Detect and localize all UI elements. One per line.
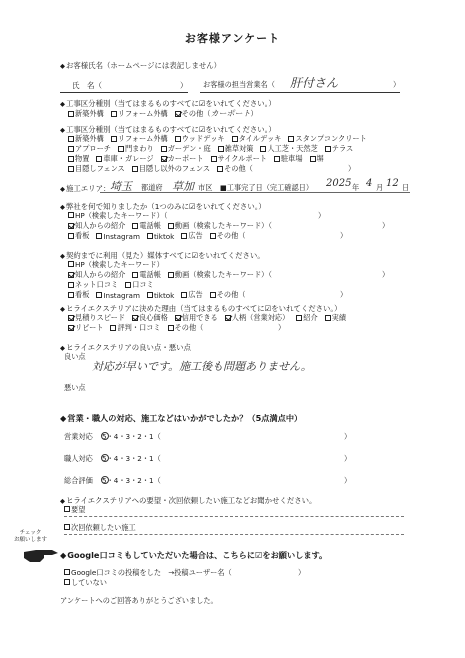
google-posted-option[interactable]: Google口コミの投稿をした →投稿ユーザー名（ <box>64 568 232 578</box>
request-option[interactable]: 要望 <box>64 505 85 515</box>
q3-label: ◆ 弊社を何で知りましたか（1つのみに☑をいれてください。） <box>60 201 266 212</box>
rating-craft-label: 職人対応 <box>64 454 93 463</box>
checkbox[interactable] <box>132 223 138 229</box>
q4-option-referral[interactable]: 知人からの紹介 <box>68 270 125 280</box>
q2-label: ◆ 工事区分種別（当てはまるものすべてに☑をいれてください。） <box>60 124 276 135</box>
q3-line-3 <box>68 231 245 241</box>
checkbox[interactable] <box>68 261 74 267</box>
staff-label: お客様の担当営業名（ <box>203 80 275 89</box>
q7-label: ◆ 営業・職人の対応、施工などはいかがでしたか？（5点満点中） <box>60 413 302 424</box>
q1-other-value: カーポート <box>210 109 251 118</box>
completion-day-suffix: 日 <box>402 183 410 192</box>
completion-day: 12 <box>386 178 399 189</box>
q1-label: ◆ 工事区分種別（当てはまるものすべてに☑をいれてください。） <box>60 98 276 109</box>
checkbox[interactable] <box>210 292 216 298</box>
checkbox[interactable] <box>181 292 187 298</box>
q1-options <box>68 108 258 119</box>
customer-name-label: ◆ お客様氏名（ホームページには表記しません） <box>60 60 221 71</box>
q5-row-1 <box>68 313 346 323</box>
q3-option[interactable]: 看板 <box>68 231 89 241</box>
name-field-label: 氏 名（ <box>72 81 102 90</box>
q3-option-referral[interactable]: 知人からの紹介 <box>68 221 125 231</box>
staff-underline <box>200 92 400 93</box>
area-city-value: 草加 <box>172 180 194 193</box>
q5-option[interactable]: その他（ <box>168 323 204 333</box>
next-work-option[interactable]: 次回依頼したい施工 <box>64 523 136 533</box>
rating-sales-label: 営業対応 <box>64 432 93 441</box>
checkbox[interactable] <box>296 315 302 321</box>
q3-option[interactable]: tiktok <box>147 231 174 241</box>
q4-option[interactable]: 口コミ <box>125 280 154 290</box>
google-not-posted-option[interactable]: していない <box>64 578 107 588</box>
bad-point-label: 悪い点 <box>64 383 86 392</box>
q5-row-2-close: ） <box>278 323 286 332</box>
q2-option[interactable]: 目隠しフェンス <box>68 164 125 174</box>
q4-option[interactable]: tiktok <box>147 290 174 300</box>
completion-year-suffix: 年 <box>352 183 360 192</box>
q2-option[interactable]: ウッドデッキ <box>175 134 225 144</box>
q2-option[interactable]: 目隠し以外のフェンス <box>132 164 210 174</box>
q5-option-repeat[interactable]: リピート <box>68 323 103 333</box>
q1-option-reform[interactable]: リフォーム外構 <box>111 108 168 119</box>
area-pref-value: 埼玉 <box>110 180 132 193</box>
q4-line-4 <box>68 290 245 300</box>
checkbox[interactable] <box>217 166 223 172</box>
rating-selected-circle <box>101 454 109 462</box>
checkbox[interactable] <box>175 136 181 142</box>
rating-craft-close: ） <box>344 454 352 463</box>
checkbox[interactable] <box>168 325 174 331</box>
q5-option-personality[interactable]: 人柄（営業対応） <box>225 313 290 323</box>
q5-option[interactable]: 実績 <box>325 313 346 323</box>
checkbox[interactable] <box>68 156 74 162</box>
q4-option[interactable]: Instagram <box>96 290 140 300</box>
q2-option[interactable]: 駐車場 <box>274 154 303 164</box>
google-posted-close: ） <box>298 568 306 577</box>
checkbox[interactable] <box>161 146 167 152</box>
q4-line-2 <box>68 270 272 280</box>
area-label: ◆ 施工エリア： <box>60 183 110 194</box>
rating-selected-circle <box>101 476 109 484</box>
name-underline <box>60 92 188 93</box>
q5-option-speed[interactable]: 見積りスピード <box>68 313 125 323</box>
checkbox[interactable] <box>132 166 138 172</box>
q2-option[interactable]: テラス <box>325 144 353 154</box>
checkbox[interactable] <box>68 146 74 152</box>
q2-row-4 <box>68 164 253 174</box>
q2-option-carport[interactable]: カーポート <box>161 154 204 164</box>
q4-line-2-close: ） <box>382 270 390 279</box>
area-pref-suffix: 都道府 <box>141 183 163 192</box>
checkbox[interactable] <box>325 315 331 321</box>
q1-option-new[interactable]: 新築外構 <box>68 108 104 119</box>
checkbox[interactable] <box>147 292 153 298</box>
checkbox[interactable] <box>111 136 117 142</box>
staff-close: ） <box>393 80 401 89</box>
q4-line-3 <box>68 280 154 290</box>
checkbox-checked[interactable] <box>132 315 138 321</box>
rating-craft-scale[interactable]: 5・4・3・2・1（ <box>102 454 161 463</box>
q5-option[interactable]: 評判・口コミ <box>110 323 160 333</box>
checkbox[interactable] <box>64 579 70 585</box>
q2-row-1 <box>68 134 367 144</box>
thank-you-footer: アンケートへのご回答ありがとうございました。 <box>60 596 218 605</box>
q2-option[interactable]: タイルデッキ <box>232 134 282 144</box>
checkbox-checked[interactable] <box>68 315 74 321</box>
checkbox[interactable] <box>325 146 331 152</box>
q1-option-other[interactable]: その他（ カーポート ） <box>175 108 258 119</box>
checkbox-checked[interactable] <box>68 272 74 278</box>
q3-line-3-close: ） <box>340 231 348 240</box>
q3-option[interactable]: 電話帳 <box>132 221 161 231</box>
q4-label: ◆ 契約までに利用（見た）媒体すべてに☑をいれてください。 <box>60 250 265 261</box>
q4-option[interactable]: 動画（検索したキーワード）（ <box>168 270 272 280</box>
area-city-suffix: 市区 <box>198 183 213 192</box>
checkbox-checked[interactable] <box>161 156 167 162</box>
q6-label: ◆ ヒライエクステリアの良い点・悪い点 <box>60 342 191 353</box>
checkbox-checked[interactable] <box>225 315 231 321</box>
good-point-value: 対応が早いです。施工後も問題ありません。 <box>92 360 312 373</box>
checkbox[interactable] <box>111 111 117 117</box>
q8-label: ◆ ヒライエクステリアへの要望・次回依頼したい施工などお聞かせください。 <box>60 495 316 506</box>
q2-other-close: ） <box>348 164 356 173</box>
q2-option[interactable]: 雑草対策 <box>218 144 254 154</box>
checkbox[interactable] <box>68 136 74 142</box>
checkbox[interactable] <box>132 272 138 278</box>
q3-option[interactable]: 広告 <box>181 231 202 241</box>
checkbox[interactable] <box>64 524 70 530</box>
q2-option[interactable]: 人工芝・天然芝 <box>260 144 317 154</box>
survey-title: お客様アンケート <box>184 32 281 45</box>
checkbox-checked[interactable] <box>175 315 181 321</box>
checkbox[interactable] <box>147 233 153 239</box>
checkbox[interactable] <box>218 146 224 152</box>
checkbox[interactable] <box>168 272 174 278</box>
q2-option[interactable]: リフォーム外構 <box>111 134 168 144</box>
q4-option[interactable]: ネット口コミ <box>68 280 118 290</box>
completion-month-suffix: 月 <box>376 183 384 192</box>
checkbox-checked[interactable] <box>68 223 74 229</box>
q2-option[interactable]: ガーデン・庭 <box>161 144 211 154</box>
q2-option[interactable]: 塀 <box>310 154 324 164</box>
checkbox[interactable] <box>68 166 74 172</box>
checkbox[interactable] <box>118 146 124 152</box>
checkbox[interactable] <box>96 233 102 239</box>
checkbox[interactable] <box>68 111 74 117</box>
q3-line-2 <box>68 221 272 231</box>
checkbox[interactable] <box>211 156 217 162</box>
checkbox[interactable] <box>68 292 74 298</box>
name-field-close: ） <box>180 81 188 90</box>
q4-option[interactable]: 広告 <box>181 290 202 300</box>
rating-selected-circle <box>101 432 109 440</box>
checkbox[interactable] <box>274 156 280 162</box>
q4-option[interactable]: その他（ <box>210 290 246 300</box>
rating-overall-close: ） <box>344 476 352 485</box>
rating-sales-scale[interactable]: 5・4・3・2・1（ <box>102 432 161 441</box>
q4-option[interactable]: 看板 <box>68 290 89 300</box>
q5-row-2 <box>68 323 203 333</box>
q3-option[interactable]: Instagram <box>96 231 140 241</box>
checkbox[interactable] <box>96 156 102 162</box>
q5-label: ◆ ヒライエクステリアに決めた理由（当てはまるものすべてに☑をいれてください。） <box>60 303 342 314</box>
request-divider <box>64 516 404 517</box>
check-badge: チェック お願いします <box>14 530 48 543</box>
q5-option-price[interactable]: 良心価格 <box>132 313 168 323</box>
checkbox[interactable] <box>210 233 216 239</box>
checkbox[interactable] <box>68 282 74 288</box>
q3-option[interactable]: 動画（検索したキーワード）（ <box>168 221 272 231</box>
q2-option[interactable]: 車庫・ガレージ <box>96 154 153 164</box>
checkbox[interactable] <box>168 223 174 229</box>
checkbox[interactable] <box>110 325 116 331</box>
completion-month: 4 <box>366 178 373 189</box>
q2-row-3 <box>68 154 324 164</box>
q2-option[interactable]: アプローチ <box>68 144 111 154</box>
good-point-label: 良い点 <box>64 352 86 361</box>
q2-option[interactable]: スタンプコンクリート <box>288 134 366 144</box>
q2-option[interactable]: 門まわり <box>118 144 154 154</box>
pointing-hand-icon <box>22 544 60 566</box>
q5-option[interactable]: 紹介 <box>296 313 317 323</box>
rating-overall-scale[interactable]: 5・4・3・2・1（ <box>102 476 161 485</box>
checkbox-checked[interactable] <box>68 325 74 331</box>
checkbox[interactable] <box>232 136 238 142</box>
staff-value: 肝付さん <box>290 76 339 90</box>
q2-option[interactable]: 新築外構 <box>68 134 104 144</box>
checkbox[interactable] <box>64 569 70 575</box>
q3-line-1-close: ） <box>318 211 326 220</box>
rating-sales-close: ） <box>344 432 352 441</box>
q4-line-1[interactable]: HP（検索したキーワード） <box>68 260 164 270</box>
next-work-divider <box>64 534 404 535</box>
completion-year: 2025 <box>326 178 352 189</box>
q2-row-2 <box>68 144 353 154</box>
q4-line-4-close: ） <box>340 290 348 299</box>
q2-option[interactable]: サイクルポート <box>211 154 267 164</box>
area-underline <box>100 192 410 193</box>
checkbox[interactable] <box>125 282 131 288</box>
q3-line-1[interactable]: HP（検索したキーワード）（ <box>68 211 167 221</box>
checkbox-checked[interactable] <box>175 111 181 117</box>
completion-label: ■工事完了日（完工確認日） <box>220 183 314 192</box>
q2-option[interactable]: 物置 <box>68 154 89 164</box>
checkbox[interactable] <box>260 146 266 152</box>
checkbox[interactable] <box>68 233 74 239</box>
checkbox[interactable] <box>64 506 70 512</box>
checkbox[interactable] <box>68 212 74 218</box>
checkbox[interactable] <box>96 292 102 298</box>
q4-option[interactable]: 電話帳 <box>132 270 161 280</box>
checkbox[interactable] <box>181 233 187 239</box>
q5-option-trust[interactable]: 信用できる <box>175 313 218 323</box>
q2-option[interactable]: その他（ <box>217 164 253 174</box>
checkbox[interactable] <box>288 136 294 142</box>
q9-label: ◆ Google口コミもしていただいた場合は、こちらに☑をお願いします。 <box>60 550 327 561</box>
checkbox[interactable] <box>310 156 316 162</box>
rating-overall-label: 総合評価 <box>64 476 93 485</box>
q3-option[interactable]: その他（ <box>210 231 246 241</box>
q3-line-2-close: ） <box>382 221 390 230</box>
